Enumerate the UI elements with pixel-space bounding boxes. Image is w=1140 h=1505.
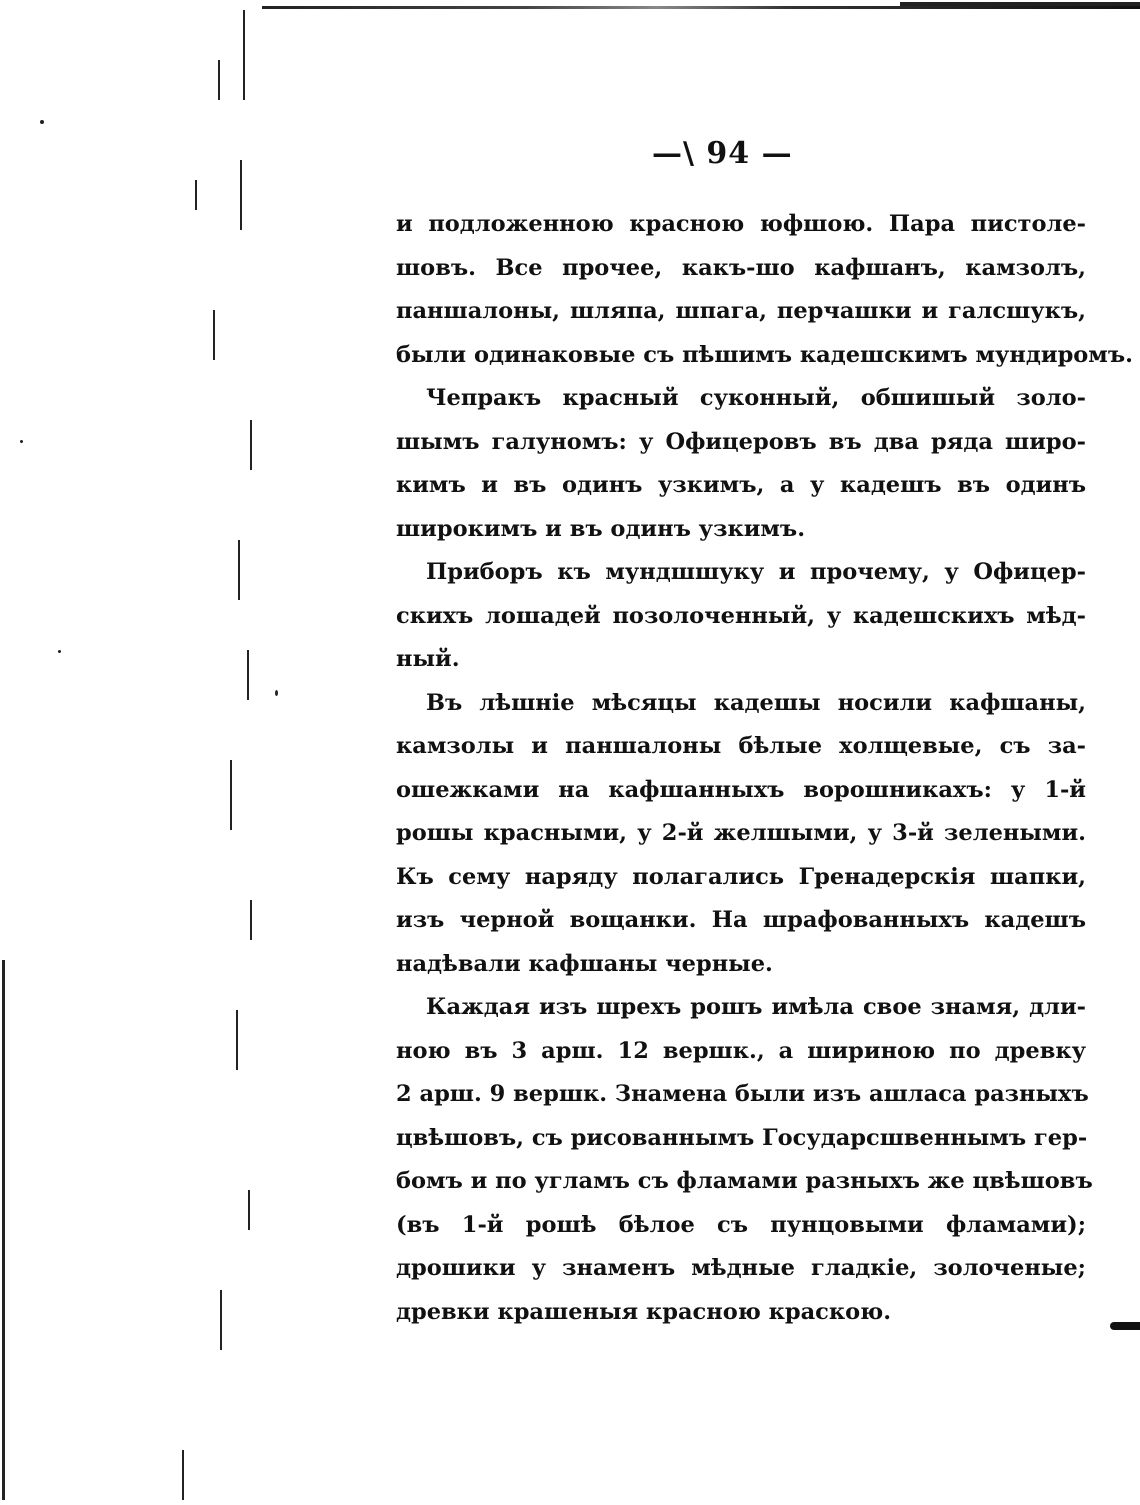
text-line: цвѣшовъ, съ рисованнымъ Государсшвеннымъ гер- <box>396 1124 1088 1151</box>
gutter-line <box>248 1190 250 1230</box>
text-line: бомъ и по угламъ съ фламами разныхъ же цвѣшовъ <box>396 1168 1093 1194</box>
text-line: Приборъ къ мундшшуку и прочему, у Офицер- <box>426 559 1086 585</box>
text-line: камзолы и паншалоны бѣлые холщевые, съ за- <box>396 733 1086 759</box>
scan-speck <box>40 120 44 124</box>
scan-speck <box>20 440 23 443</box>
gutter-line <box>220 1290 222 1350</box>
gutter-line <box>240 160 242 230</box>
binding-gutter <box>0 0 280 1505</box>
text-line: древки крашеныя красною краскою. <box>396 1298 892 1325</box>
text-line: ошежками на кафшанныхъ ворошникахъ: у 1-й <box>396 776 1086 803</box>
text-line: и подложенною красною юфшою. Пара пистоле- <box>396 211 1086 237</box>
gutter-line <box>236 1010 238 1070</box>
gutter-line <box>230 760 232 830</box>
gutter-line <box>213 310 215 360</box>
gutter-line <box>238 540 240 600</box>
page-edge-mark <box>1110 1322 1140 1330</box>
gutter-line <box>250 420 252 470</box>
text-line: ный. <box>396 646 460 672</box>
text-line: 2 арш. 9 вершк. Знамена были изъ ашласа разныхъ <box>396 1081 1089 1107</box>
text-line: ною въ 3 арш. 12 вершк., а шириною по древку <box>396 1037 1086 1064</box>
text-line: кимъ и въ одинъ узкимъ, а у кадешъ въ одинъ <box>396 472 1086 498</box>
gutter-line <box>250 900 252 940</box>
text-line: Въ лѣшніе мѣсяцы кадешы носили кафшаны, <box>426 689 1086 716</box>
scan-speck <box>58 650 61 653</box>
body-text <box>396 203 1133 1334</box>
text-line: скихъ лошадей позолоченный, у кадешскихъ мѣд- <box>396 602 1086 629</box>
gutter-line <box>218 60 220 100</box>
text-line: шымъ галуномъ: у Офицеровъ въ два ряда широ- <box>396 428 1086 455</box>
text-line: рошы красными, у 2-й желшыми, у 3-й зелеными. <box>396 820 1086 846</box>
gutter-line <box>182 1450 184 1500</box>
text-line: (въ 1-й рошѣ бѣлое съ пунцовыми фламами); <box>396 1211 1086 1238</box>
scan-speck <box>275 690 278 696</box>
gutter-line <box>247 650 249 700</box>
text-line: дрошики у знаменъ мѣдные гладкіе, золоченые; <box>396 1255 1086 1281</box>
text-line: Къ сему наряду полагались Гренадерскія шапки, <box>396 863 1086 890</box>
gutter-line <box>2 960 5 1500</box>
scan-top-rule <box>262 6 1140 9</box>
gutter-line <box>195 180 197 210</box>
text-line: широкимъ и въ одинъ узкимъ. <box>396 515 806 542</box>
text-line: Чепракъ красный суконный, обшишый золо- <box>426 385 1086 411</box>
text-line: изъ черной вощанки. На шрафованныхъ кадешъ <box>396 907 1086 933</box>
text-line: паншалоны, шляпа, шпага, перчашки и галсшукъ, <box>396 298 1086 324</box>
gutter-line <box>243 10 245 100</box>
text-line: надѣвали кафшаны черные. <box>396 950 773 977</box>
page-number: —\ 94 — <box>652 136 793 171</box>
text-line: были одинаковые съ пѣшимъ кадешскимъ мундиромъ. <box>396 341 1133 368</box>
scan-top-rule-dark <box>900 2 1140 6</box>
text-line: Каждая изъ шрехъ рошъ имѣла свое знамя, дли- <box>426 994 1086 1020</box>
text-line: шовъ. Все прочее, какъ-шо кафшанъ, камзолъ, <box>396 254 1086 281</box>
